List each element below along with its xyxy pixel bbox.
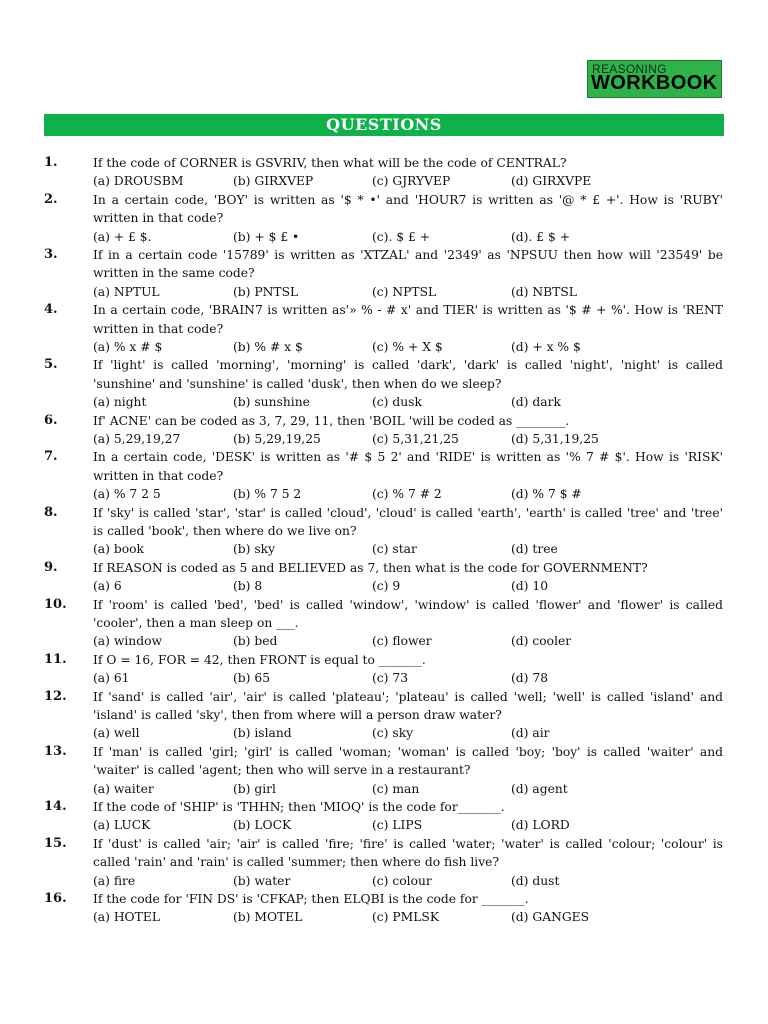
option-d: (d) GIRXVPE (511, 174, 592, 189)
options-row (93, 577, 768, 595)
option-c: (c) star (372, 542, 417, 557)
logo-bottom-text: WORKBOOK (591, 72, 718, 94)
question-item (0, 651, 768, 688)
option-a: (a) night (93, 395, 147, 410)
option-b: (b) % 7 5 2 (233, 487, 302, 502)
option-d: (d) % 7 $ # (511, 487, 582, 502)
option-c: (c) man (372, 781, 420, 796)
option-a: (a) NPTUL (93, 284, 160, 299)
option-c: (c) 73 (372, 671, 409, 686)
option-d: (d) 5,31,19,25 (511, 432, 599, 447)
question-text: If 'sky' is called 'star', 'star' is called 'cloud', 'cloud' is called 'earth', 'earth' is called 'tree' and 'tree' is called 'book', then where do we live on? (93, 505, 723, 539)
question-number: 11. (44, 651, 67, 667)
option-b: (b) sky (233, 542, 276, 557)
question-item (0, 191, 768, 246)
question-item (0, 688, 768, 743)
question-number: 3. (44, 247, 58, 262)
options-row (93, 393, 768, 411)
question-text: If the code for 'FIN DS' is 'CFKAP; then ELQBI is the code for _______. (93, 892, 529, 907)
option-b: (b) island (233, 726, 292, 741)
question-number: 1. (44, 155, 58, 170)
question-text: If 'dust' is called 'air; 'air' is called 'fire; 'fire' is called 'water; 'water' is called 'colour; 'colour' is called 'rain' and 'rain' is called 'summer; then where do fish live? (93, 836, 723, 870)
options-row (93, 780, 768, 798)
option-a: (a) % 7 2 5 (93, 487, 161, 502)
question-number: 13. (44, 743, 67, 759)
option-c: (c) GJRYVEP (372, 174, 451, 189)
option-c: (c). $ £ + (372, 229, 431, 244)
question-number: 14. (44, 799, 67, 815)
option-d: (d) NBTSL (511, 284, 577, 299)
question-item (0, 798, 768, 835)
logo-top-text: REASONING (592, 62, 667, 76)
options-row (93, 485, 768, 503)
question-text: If the code of 'SHIP' is 'THHN; then 'MIOQ' is the code for_______. (93, 800, 505, 815)
question-item (0, 154, 768, 191)
option-d: (d) 78 (511, 671, 549, 686)
option-b: (b) + $ £ • (233, 229, 300, 244)
option-a: (a) window (93, 634, 163, 649)
question-number: 4. (44, 302, 58, 318)
option-b: (b) sunshine (233, 395, 310, 410)
options-row (93, 669, 768, 687)
option-c: (c) 9 (372, 579, 401, 594)
options-row (93, 872, 768, 890)
option-d: (d) LORD (511, 818, 570, 833)
option-b: (b) 8 (233, 579, 263, 594)
option-c: (c) 5,31,21,25 (372, 432, 459, 447)
option-a: (a) + £ $. (93, 229, 152, 244)
options-row (93, 816, 768, 834)
option-d: (d) cooler (511, 634, 572, 649)
question-number: 12. (44, 688, 67, 704)
option-a: (a) 61 (93, 671, 130, 686)
question-text: If in a certain code '15789' is written as 'XTZAL' and '2349' as 'NPSUU then how will '23549' be written in the same code? (93, 248, 723, 281)
option-b: (b) 5,29,19,25 (233, 432, 321, 447)
question-item (0, 412, 768, 449)
question-item (0, 246, 768, 301)
question-item (0, 743, 768, 798)
option-d: (d) + x % $ (511, 340, 581, 355)
option-c: (c) % + X $ (372, 340, 443, 355)
question-text: In a certain code, 'BRAIN7 is written as'» % - # x' and TIER' is written as '$ # + %'. How is 'RENT written in that code? (93, 303, 723, 336)
option-d: (d) dust (511, 873, 560, 888)
question-item (0, 890, 768, 927)
question-text: If REASON is coded as 5 and BELIEVED as 7, then what is the code for GOVERNMENT? (93, 560, 648, 575)
option-c: (c) dusk (372, 395, 422, 410)
banner-title: QUESTIONS (326, 115, 442, 134)
question-number: 15. (44, 835, 67, 851)
option-b: (b) GIRXVEP (233, 174, 314, 189)
option-a: (a) 6 (93, 579, 122, 594)
option-b: (b) LOCK (233, 818, 292, 833)
option-a: (a) waiter (93, 781, 154, 796)
question-text: If 'man' is called 'girl; 'girl' is called 'woman; 'woman' is called 'boy; 'boy' is called 'waiter' and 'waiter' is called 'agent; then who will serve in a restaurant? (93, 744, 723, 778)
option-c: (c) PMLSK (372, 910, 440, 925)
option-d: (d) agent (511, 781, 568, 796)
question-item (0, 301, 768, 356)
question-list (0, 154, 768, 927)
option-c: (c) flower (372, 634, 432, 649)
question-number: 8. (44, 504, 58, 520)
option-d: (d) tree (511, 542, 558, 557)
option-c: (c) sky (372, 726, 414, 741)
question-number: 10. (44, 596, 67, 612)
options-row (93, 283, 768, 301)
question-text: If the code of CORNER is GSVRIV, then what will be the code of CENTRAL? (93, 156, 567, 170)
option-d: (d) dark (511, 395, 561, 410)
workbook-logo (587, 60, 722, 98)
option-b: (b) MOTEL (233, 910, 303, 925)
option-b: (b) water (233, 873, 291, 888)
options-row (93, 338, 768, 356)
question-number: 9. (44, 559, 58, 575)
question-item (0, 504, 768, 559)
question-text: In a certain code, 'DESK' is written as '# $ 5 2' and 'RIDE' is written as '% 7 # $'. How is 'RISK' written in that code? (93, 450, 723, 483)
options-row (93, 228, 768, 246)
option-b: (b) girl (233, 781, 276, 796)
options-row (93, 632, 768, 650)
option-d: (d) 10 (511, 579, 549, 594)
question-number: 7. (44, 449, 58, 465)
question-text: If 'light' is called 'morning', 'morning' is called 'dark', 'dark' is called 'night', 'night' is called 'sunshine' and 'sunshine' is called 'dusk', then when do we sleep? (93, 358, 723, 391)
option-a: (a) LUCK (93, 818, 151, 833)
option-a: (a) HOTEL (93, 910, 160, 925)
option-a: (a) book (93, 542, 144, 557)
question-number: 16. (44, 891, 67, 907)
option-a: (a) 5,29,19,27 (93, 432, 181, 447)
question-number: 2. (44, 191, 58, 207)
question-item (0, 356, 768, 411)
options-row (93, 172, 768, 190)
question-item (0, 448, 768, 503)
option-c: (c) % 7 # 2 (372, 487, 442, 502)
question-text: If' ACNE' can be coded as 3, 7, 29, 11, then 'BOIL 'will be coded as ________. (93, 413, 570, 428)
option-d: (d) GANGES (511, 910, 590, 925)
question-text: In a certain code, 'BOY' is written as '$ * •' and 'HOUR7 is written as '@ * £ +'. How is 'RUBY' written in that code? (93, 192, 723, 226)
option-d: (d) air (511, 726, 550, 741)
option-d: (d). £ $ + (511, 229, 571, 244)
option-a: (a) fire (93, 873, 136, 888)
question-item (0, 596, 768, 651)
option-c: (c) NPTSL (372, 284, 437, 299)
options-row (93, 430, 768, 448)
question-number: 6. (44, 412, 58, 428)
option-a: (a) % x # $ (93, 340, 163, 355)
question-item (0, 835, 768, 890)
questions-banner (44, 114, 724, 136)
question-text: If 'sand' is called 'air', 'air' is called 'plateau'; 'plateau' is called 'well; 'well' is called 'island' and 'island' is called 'sky', then from where will a person draw water? (93, 689, 723, 723)
options-row (93, 540, 768, 558)
option-c: (c) LIPS (372, 818, 423, 833)
option-c: (c) colour (372, 873, 432, 888)
question-text: If O = 16, FOR = 42, then FRONT is equal to _______. (93, 652, 426, 667)
option-a: (a) well (93, 726, 140, 741)
options-row (93, 724, 768, 742)
question-text: If 'room' is called 'bed', 'bed' is called 'window', 'window' is called 'flower' and 'flower' is called 'cooler', then a man sleep on ___. (93, 597, 723, 631)
options-row (93, 908, 768, 926)
option-b: (b) PNTSL (233, 284, 299, 299)
option-b: (b) % # x $ (233, 340, 303, 355)
option-a: (a) DROUSBM (93, 174, 184, 189)
option-b: (b) 65 (233, 671, 271, 686)
question-number: 5. (44, 357, 58, 373)
question-item (0, 559, 768, 596)
option-b: (b) bed (233, 634, 278, 649)
